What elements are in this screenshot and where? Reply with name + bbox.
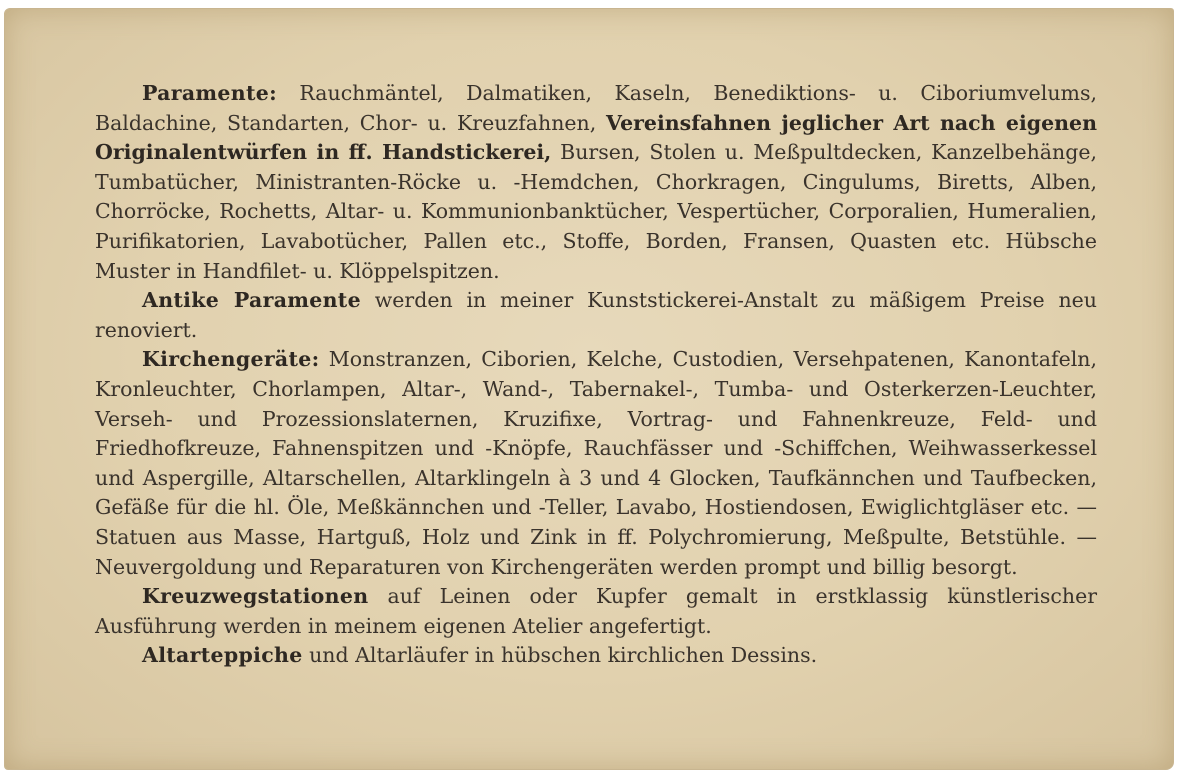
paramente-text-b: Bursen, Stolen u. Meßpultdecken, Kanzelbehänge, Tumbatücher, Ministranten-Röcke u. -Hemdchen, Chorkragen, Cingulums, Biretts, Alben, Chorröcke, Rochetts, Altar- u. Kommunionbanktücher, Vespertücher, Corporalien, Humeralien, Purifikatorien, Lavabotücher, Pallen etc., Stoffe, Borden, Fransen, Quasten etc. Hübsche Muster in Handfilet- u. Klöppelspitzen. xyxy=(95,140,1097,283)
heading-kreuzwegstationen: Kreuzwegstationen xyxy=(142,584,369,609)
paragraph-kirchengeraete xyxy=(95,345,1097,582)
heading-antike-paramente: Antike Paramente xyxy=(142,288,361,313)
paragraph-antike-paramente xyxy=(95,286,1097,345)
heading-paramente: Paramente: xyxy=(142,81,277,105)
paramente-emphasis: Vereinsfahnen jeglicher Art nach eigenen Originalentwürfen in ff. Handstickerei, xyxy=(95,110,1097,165)
antike-paramente-text: werden in meiner Kunststickerei-Anstalt zu mäßigem Preise neu renoviert. xyxy=(95,288,1097,342)
heading-altarteppiche: Altarteppiche xyxy=(142,643,303,668)
paragraph-altarteppiche xyxy=(95,641,1097,671)
kreuzwegstationen-text: auf Leinen oder Kupfer gemalt in erstklassig künstlerischer Ausführung werden in meinem eigenen Atelier angefertigt. xyxy=(95,584,1097,638)
paragraph-kreuzwegstationen xyxy=(95,582,1097,641)
paper-card xyxy=(4,8,1174,770)
heading-kirchengeraete: Kirchengeräte: xyxy=(142,347,320,372)
kirchengeraete-text: Monstranzen, Ciborien, Kelche, Custodien, Versehpatenen, Kanontafeln, Kronleuchter, Chorlampen, Altar-, Wand-, Tabernakel-, Tumba- und Osterkerzen-Leuchter, Verseh- und Prozessionslaternen, Kruzifixe, Vortrag- und Fahnenkreuze, Feld- und Friedhofkreuze, Fahnenspitzen und -Knöpfe, Rauchfässer und -Schiffchen, Weihwasserkessel und Aspergille, Altarschellen, Altarklingeln à 3 und 4 Glocken, Taufkännchen und Taufbecken, Gefäße für die hl. Öle, Meßkännchen und -Teller, Lavabo, Hostiendosen, Ewiglichtgläser etc. — Statuen aus Masse, Hartguß, Holz und Zink in ff. Polychromierung, Meßpulte, Betstühle. — Neuvergoldung und Reparaturen von Kirchengeräten werden prompt und billig besorgt. xyxy=(95,347,1097,579)
paramente-text-a: Rauchmäntel, Dalmatiken, Kaseln, Benediktions- u. Ciboriumvelums, Baldachine, Standarten, Chor- u. Kreuzfahnen, xyxy=(95,81,1097,135)
paragraph-paramente xyxy=(95,79,1097,286)
advertisement-text xyxy=(95,79,1097,671)
altarteppiche-text: und Altarläufer in hübschen kirchlichen Dessins. xyxy=(302,643,818,668)
